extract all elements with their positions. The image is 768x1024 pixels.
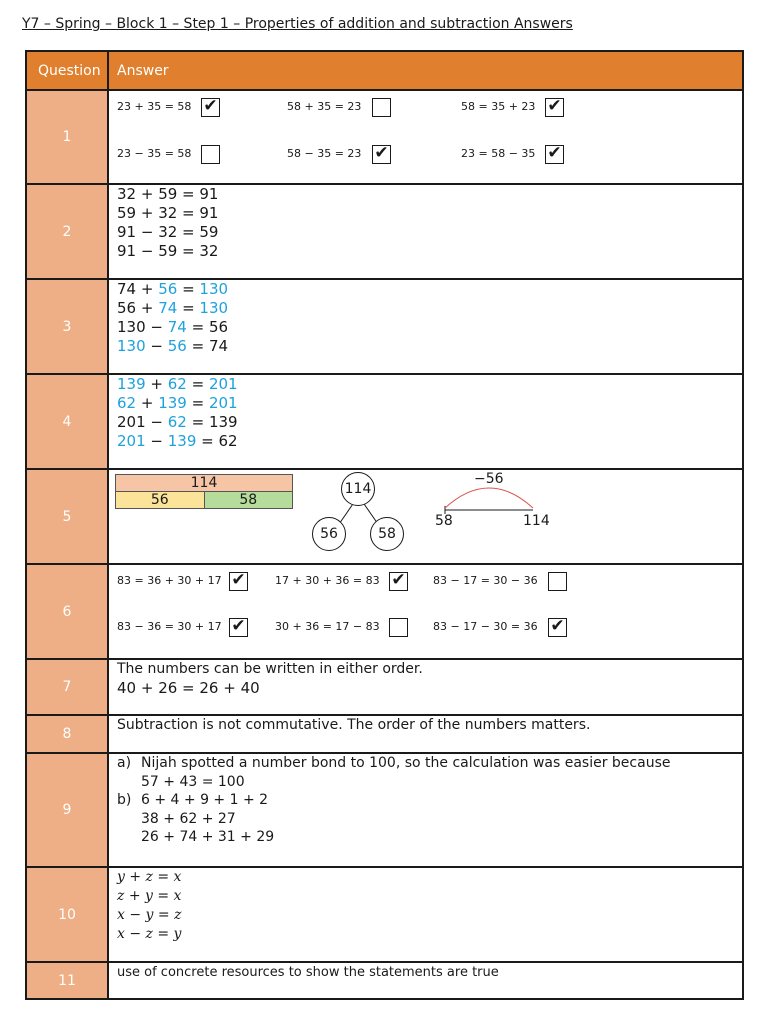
diagram-area [109,470,742,561]
part-whole-part-b: 58 [370,517,404,551]
answer-cell [108,962,743,999]
page-title: Y7 – Spring – Block 1 – Step 1 – Properties of addition and subtraction Answers [22,16,573,32]
part-whole-part-a: 56 [312,517,346,551]
highlighted-value: 139 [167,432,197,450]
question-number: 2 [26,184,108,279]
answer-line [117,413,742,432]
answer-table [25,50,744,1000]
statement-text: 58 − 35 = 23 [287,147,362,160]
answer-line: 57 + 43 = 100 [141,773,245,790]
statement-text: 30 + 36 = 17 − 83 [275,620,380,633]
table-row [26,867,743,962]
question-number: 7 [26,659,108,715]
checkbox[interactable]: ✔ [545,98,564,117]
highlighted-value: 74 [158,299,178,317]
checkbox[interactable] [372,98,391,117]
table-row [26,962,743,999]
answer-cell [108,184,743,279]
statement-text: 23 + 35 = 58 [117,100,192,113]
answer-line: 38 + 62 + 27 [141,810,236,827]
answer-lines [109,868,742,944]
statement-text: 83 = 36 + 30 + 17 [117,574,222,587]
highlighted-value: 139 [158,394,187,412]
equation-text: + [145,375,168,393]
statement-text: 23 − 35 = 58 [117,147,192,160]
table-row [26,90,743,184]
checkbox[interactable]: ✔ [229,572,248,591]
answer-cell [108,659,743,715]
question-number: 5 [26,469,108,564]
answer-cell [108,374,743,469]
highlighted-value: 139 [117,375,146,393]
equation-text: = 62 [196,432,238,450]
part-whole-whole: 114 [341,472,375,506]
answer-lines [109,185,742,261]
question-column-header: Question [26,51,108,90]
answer-line [117,394,742,413]
answer-cell [108,469,743,564]
highlighted-value: 130 [199,299,229,317]
table-row [26,279,743,374]
answer-line: Subtraction is not commutative. The order of the numbers matters. [117,717,591,733]
answer-lines [109,963,742,982]
answer-lines [109,280,742,356]
equation-text: 74 + [117,280,159,298]
answer-line: Nijah spotted a number bond to 100, so the calculation was easier because [141,755,671,771]
table-header-row [26,51,743,90]
table-row [26,469,743,564]
question-number: 3 [26,279,108,374]
checklist-grid [109,91,742,181]
table-row [26,564,743,659]
highlighted-value: 130 [199,280,229,298]
highlighted-value: 56 [167,337,187,355]
answer-cell [108,753,743,867]
highlighted-value: 130 [117,337,146,355]
answer-line [117,432,742,451]
statement-text: 58 = 35 + 23 [461,100,536,113]
answer-line: 91 − 32 = 59 [117,223,219,241]
statement-text: 58 + 35 = 23 [287,100,362,113]
answer-line [117,375,742,394]
table-row [26,374,743,469]
equation-text: = 56 [186,318,229,336]
equation-text: = [177,280,200,298]
answer-lines [109,716,742,735]
statement-text: 83 − 17 − 30 = 36 [433,620,538,633]
answer-cell [108,90,743,184]
statement-text: 17 + 30 + 36 = 83 [275,574,380,587]
answer-line: 26 + 74 + 31 + 29 [141,829,275,845]
question-number: 10 [26,867,108,962]
answer-line: x − z = y [117,926,182,942]
highlighted-value: 56 [158,280,178,298]
part-label: a) [117,755,132,771]
answer-line [117,337,742,356]
equation-text: = [186,394,209,412]
answer-line [117,299,742,318]
question-number: 4 [26,374,108,469]
answer-column-header: Answer [108,51,743,90]
checkbox[interactable] [548,572,567,591]
question-number: 8 [26,715,108,753]
answer-lines [109,754,742,847]
answer-lines [109,660,742,698]
checkbox[interactable]: ✔ [548,618,567,637]
equation-text: = [177,299,200,317]
highlighted-value: 201 [208,375,238,393]
highlighted-value: 201 [117,432,146,450]
table-row [26,659,743,715]
table-row [26,753,743,867]
checkbox[interactable] [389,618,408,637]
number-line-start-label: 58 [435,513,453,529]
highlighted-value: 74 [167,318,187,336]
bar-model-part-a: 56 [115,492,205,509]
answer-line: 59 + 32 = 91 [117,204,219,222]
answer-line: 91 − 59 = 32 [117,242,219,260]
answer-line: 6 + 4 + 9 + 1 + 2 [141,792,269,808]
checkbox[interactable]: ✔ [389,572,408,591]
highlighted-value: 201 [208,394,238,412]
highlighted-value: 62 [167,375,187,393]
answer-line: y + z = x [117,869,182,885]
equation-text: 130 − [117,318,168,336]
answer-cell [108,564,743,659]
question-number: 1 [26,90,108,184]
statement-text: 83 − 36 = 30 + 17 [117,620,222,633]
equation-text: 56 + [117,299,159,317]
part-label: b) [117,792,132,808]
answer-line: x − y = z [117,907,182,923]
number-line-jump-label: −56 [474,471,504,487]
answer-line: z + y = x [117,888,182,904]
part-whole-connectors [109,470,740,561]
bar-model-whole: 114 [115,474,293,492]
checkbox[interactable] [201,145,220,164]
answer-cell [108,715,743,753]
answer-cell [108,867,743,962]
checklist-grid [109,565,742,656]
answer-cell [108,279,743,374]
question-number: 9 [26,753,108,867]
answer-lines [109,375,742,451]
bar-model-part-b: 58 [205,492,294,509]
equation-text: + [136,394,159,412]
answer-line: 32 + 59 = 91 [117,185,219,203]
equation-text: = 74 [186,337,229,355]
equation-text: = [186,375,209,393]
statement-text: 23 = 58 − 35 [461,147,536,160]
answer-line [117,318,742,337]
equation-text: − [145,432,168,450]
answer-line: use of concrete resources to show the statements are true [117,965,499,980]
table-row [26,184,743,279]
statement-text: 83 − 17 = 30 − 36 [433,574,538,587]
question-number: 6 [26,564,108,659]
checkbox[interactable]: ✔ [229,618,248,637]
answer-line [117,280,742,299]
equation-text: = 139 [186,413,238,431]
checkbox[interactable]: ✔ [201,98,220,117]
highlighted-value: 62 [167,413,187,431]
number-line-end-label: 114 [523,513,550,529]
answer-line: The numbers can be written in either order. [117,661,423,677]
table-row [26,715,743,753]
checkbox[interactable]: ✔ [545,145,564,164]
highlighted-value: 62 [117,394,137,412]
checkbox[interactable]: ✔ [372,145,391,164]
answer-line: 40 + 26 = 26 + 40 [117,679,260,697]
equation-text: 201 − [117,413,168,431]
question-number: 11 [26,962,108,999]
equation-text: − [145,337,168,355]
